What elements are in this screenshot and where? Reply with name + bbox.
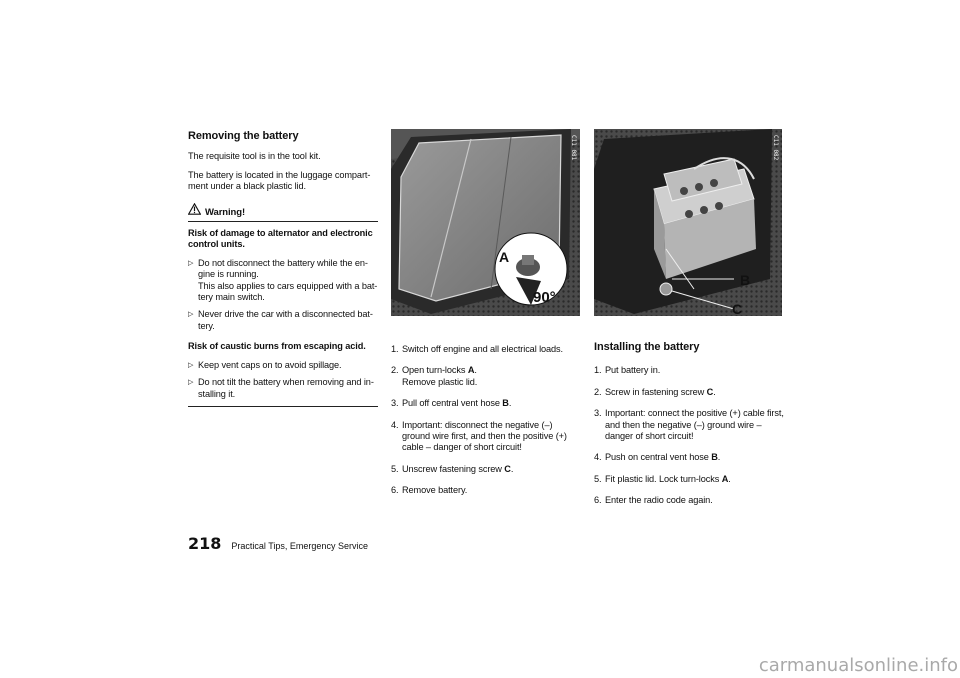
step-item [594, 452, 784, 463]
bullet-item [188, 360, 378, 371]
triangle-bullet-icon: ▷ [188, 361, 194, 369]
step-item [391, 420, 581, 454]
bullet-item [188, 377, 378, 400]
bullet-text: Do not tilt the battery when removing and in-stalling it. [198, 377, 374, 399]
step-key: C [504, 463, 511, 474]
step-number: 5. [391, 463, 399, 474]
step-number: 3. [594, 408, 602, 419]
bullet-item [188, 258, 378, 304]
step-text: Remove battery. [402, 485, 468, 496]
step-text: Switch off engine and all electrical loads. [402, 344, 564, 354]
step-item [594, 408, 784, 442]
step-item [391, 485, 581, 496]
warning-icon [188, 203, 201, 218]
risk-alternator: Risk of damage to alternator and electronic control units. [188, 228, 373, 250]
step-item [594, 474, 784, 485]
step-text: . [510, 463, 514, 474]
step-number: 6. [391, 485, 399, 496]
step-key: C [706, 386, 714, 397]
step-text: Open turn-locks [402, 365, 468, 376]
middle-column [391, 344, 581, 507]
step-text: . [728, 473, 731, 484]
step-text: Put battery in. [605, 365, 661, 376]
step-number: 3. [391, 398, 399, 409]
bullet-text: Keep vent caps on to avoid spillage. [198, 359, 342, 370]
step-text: Enter the radio code again. [605, 495, 713, 506]
section-heading-removing: Removing the battery [188, 130, 299, 142]
photo-battery-open [594, 129, 782, 316]
step-key: A [467, 365, 475, 376]
risk-acid: Risk of caustic burns from escaping acid. [188, 341, 366, 352]
step-item [594, 495, 784, 506]
step-item [391, 344, 581, 355]
step-number: 2. [594, 386, 602, 397]
step-number: 2. [391, 365, 399, 376]
left-column [188, 131, 378, 407]
step-number: 4. [391, 419, 399, 430]
step-number: 6. [594, 495, 602, 506]
paragraph-tool-kit: The requisite tool is in the tool kit. [188, 151, 321, 162]
bullet-text: This also applies to cars equipped with a bat-tery main switch. [198, 280, 378, 303]
callout-c: C [732, 301, 743, 316]
step-key: A [721, 473, 729, 484]
step-number: 1. [391, 344, 399, 354]
warning-label: Warning! [205, 206, 246, 218]
step-key: B [502, 398, 509, 409]
step-text: Unscrew fastening screw [402, 463, 505, 474]
step-text: Important: connect the positive (+) cable first, and then the negative (–) ground wire – danger of short circuit! [605, 408, 784, 442]
triangle-bullet-icon: ▷ [188, 259, 194, 267]
warning-header [188, 203, 378, 222]
bullet-text: Do not disconnect the battery while the en-gine is running. [198, 257, 368, 280]
page-number: 218 [188, 534, 222, 553]
paragraph-battery-location: The battery is located in the luggage compart-ment under a black plastic lid. [188, 169, 371, 192]
step-item [391, 365, 581, 388]
step-item [391, 464, 581, 475]
step-item [391, 398, 581, 409]
step-item [594, 365, 784, 376]
image-code: C11 082 [772, 135, 779, 161]
right-column [594, 342, 784, 517]
step-text: Important: disconnect the negative (–) ground wire first, and then the positive (+) cable – danger of short circuit! [402, 419, 567, 453]
step-text: Pull off central vent hose [402, 398, 503, 409]
triangle-bullet-icon: ▷ [188, 311, 194, 319]
triangle-bullet-icon: ▷ [188, 379, 194, 387]
callout-a: A [499, 249, 510, 265]
section-heading-installing: Installing the battery [594, 341, 700, 353]
image-code: C11 081 [570, 135, 577, 161]
photo-battery-lid [391, 129, 580, 316]
warning-end-rule [188, 406, 378, 407]
bullet-text: Never drive the car with a disconnected bat-tery. [198, 309, 373, 331]
bullet-item [188, 309, 378, 332]
step-number: 5. [594, 473, 602, 484]
step-key: B [711, 452, 718, 463]
step-item [594, 387, 784, 398]
step-text: Push on central vent hose [605, 452, 712, 463]
step-text: . [713, 386, 716, 397]
step-text: . [508, 398, 512, 409]
callout-b: B [740, 272, 751, 288]
section-title: Practical Tips, Emergency Service [231, 541, 368, 551]
step-text: Fit plastic lid. Lock turn-locks [605, 473, 722, 484]
watermark: carmanualsonline.info [758, 655, 958, 676]
step-text: . [717, 452, 721, 463]
step-extra: Remove plastic lid. [402, 376, 478, 387]
step-text: . [474, 365, 477, 376]
callout-angle: 90° [533, 289, 556, 306]
step-number: 1. [594, 365, 602, 376]
page-footer [188, 534, 368, 553]
step-text: Screw in fastening screw [605, 386, 707, 397]
step-number: 4. [594, 452, 602, 463]
